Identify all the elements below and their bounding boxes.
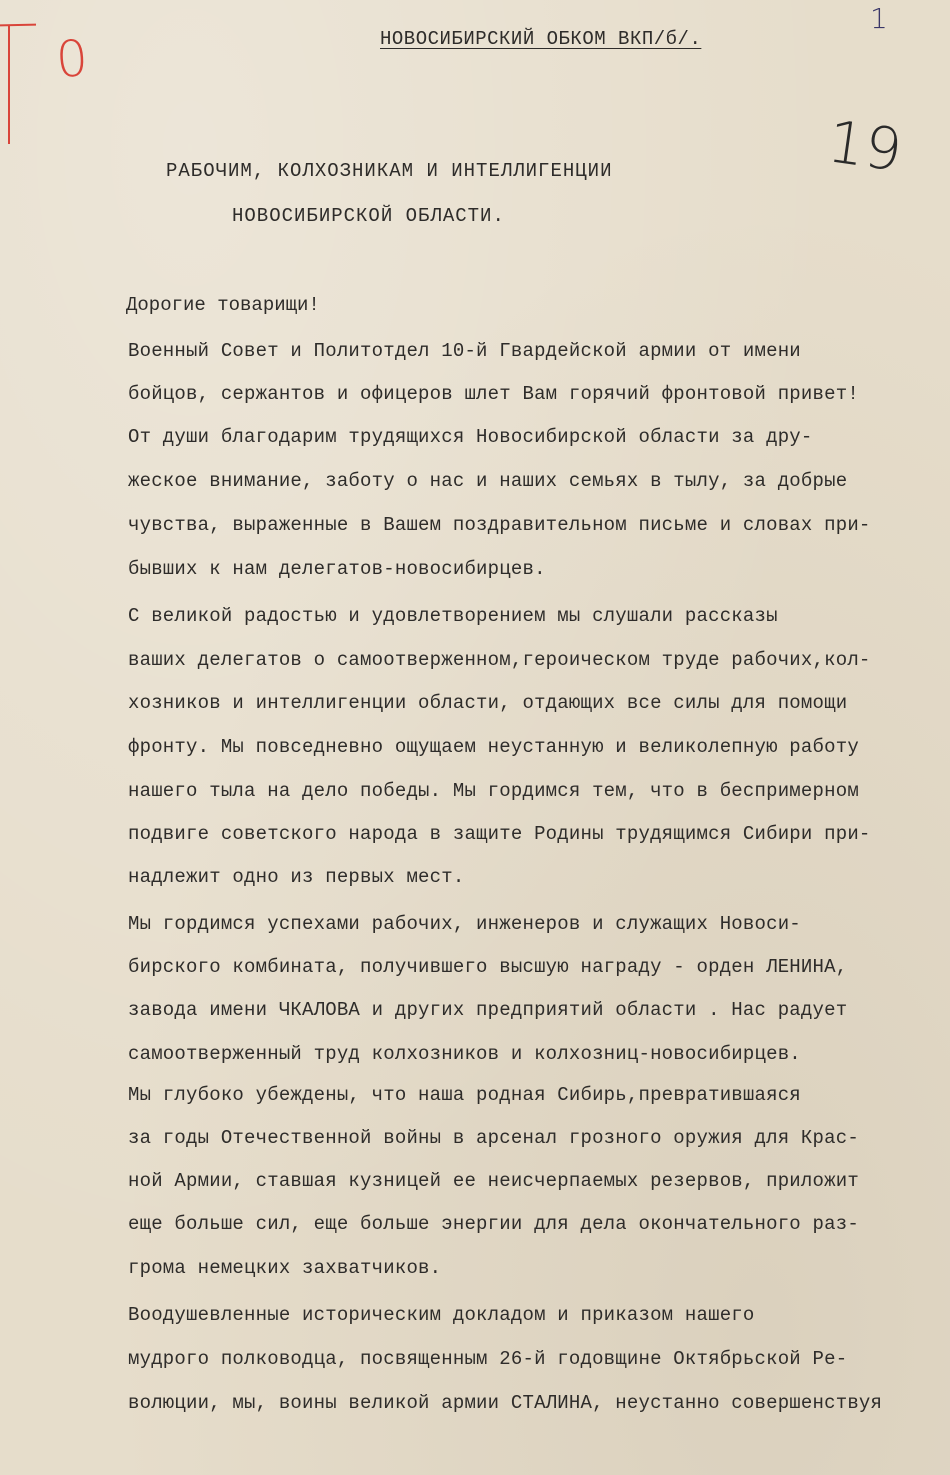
text-line: за годы Отечественной войны в арсенал грозного оружия для Крас- [128, 1127, 859, 1149]
text-line: волюции, мы, воины великой армии СТАЛИНА, неустанно совершенствуя [128, 1392, 883, 1414]
text-line: От души благодарим трудящихся Новосибирской области за дру- [128, 426, 813, 448]
red-sheet-number: 0 [54, 28, 90, 90]
handwritten-archive-mark: 19 [823, 107, 907, 185]
greeting: Дорогие товарищи! [126, 294, 320, 316]
text-line: Мы глубоко убеждены, что наша родная Сибирь,превратившаяся [128, 1084, 801, 1106]
document-title-line-2: НОВОСИБИРСКОЙ ОБЛАСТИ. [232, 205, 505, 227]
text-line: хозников и интеллигенции области, отдающих все силы для помощи [128, 692, 848, 714]
text-line: надлежит одно из первых мест. [128, 866, 465, 888]
text-line: бывших к нам делегатов-новосибирцев. [128, 558, 546, 580]
document-title-line-1: РАБОЧИМ, КОЛХОЗНИКАМ И ИНТЕЛЛИГЕНЦИИ [166, 160, 613, 182]
text-line: ной Армии, ставшая кузницей ее неисчерпаемых резервов, приложит [128, 1170, 859, 1192]
text-line: самоотверженный труд колхозников и колхозниц-новосибирцев. [128, 1043, 801, 1065]
text-line: Воодушевленные историческим докладом и приказом нашего [128, 1304, 755, 1326]
text-line: жеское внимание, заботу о нас и наших семьях в тылу, за добрые [128, 470, 848, 492]
red-margin-line-vertical [8, 26, 10, 144]
text-line: Мы гордимся успехами рабочих, инженеров и служащих Новоси- [128, 913, 801, 935]
text-line: Военный Совет и Политотдел 10-й Гвардейской армии от имени [128, 340, 801, 362]
text-line: завода имени ЧКАЛОВА и других предприятий области . Нас радует [128, 999, 848, 1021]
text-line: чувства, выраженные в Вашем поздравительном письме и словах при- [128, 514, 871, 536]
text-line: грома немецких захватчиков. [128, 1257, 442, 1279]
text-line: ваших делегатов о самоотверженном,героическом труде рабочих,кол- [128, 649, 871, 671]
handwritten-page-number: 1 [870, 2, 888, 35]
text-line: С великой радостью и удовлетворением мы слушали рассказы [128, 605, 778, 627]
text-line: нашего тыла на дело победы. Мы гордимся тем, что в беспримерном [128, 780, 859, 802]
text-line: фронту. Мы повседневно ощущаем неустанную и великолепную работу [128, 736, 859, 758]
text-line: подвиге советского народа в защите Родины трудящимся Сибири при- [128, 823, 871, 845]
document-header: НОВОСИБИРСКИЙ ОБКОМ ВКП/б/. [380, 28, 702, 50]
text-line: бойцов, сержантов и офицеров шлет Вам горячий фронтовой привет! [128, 383, 859, 405]
text-line: еще больше сил, еще больше энергии для дела окончательного раз- [128, 1213, 859, 1235]
text-line: мудрого полководца, посвященным 26-й годовщине Октябрьской Ре- [128, 1348, 848, 1370]
red-margin-line-horizontal [0, 24, 36, 27]
text-line: бирского комбината, получившего высшую награду - орден ЛЕНИНА, [128, 956, 848, 978]
